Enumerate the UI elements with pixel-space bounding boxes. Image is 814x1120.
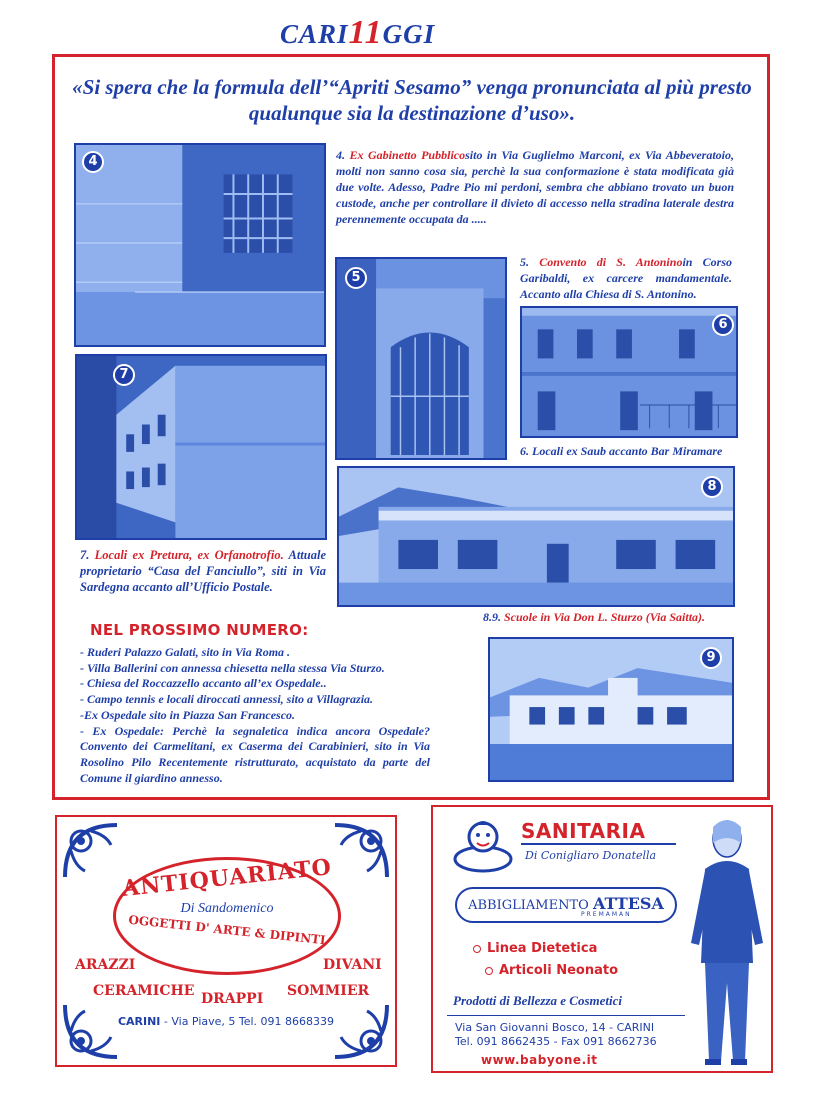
sanitaria-website: www.babyone.it [481, 1053, 598, 1067]
photo-9-image [490, 639, 732, 780]
caption-5 [520, 254, 732, 302]
antiquariato-word: CERAMICHE [93, 983, 195, 999]
sanitaria-title: SANITARIA [521, 819, 646, 843]
ad-sanitaria [431, 805, 773, 1073]
sanitaria-rule [521, 843, 676, 845]
photo-7-badge: 7 [113, 364, 135, 386]
caption-7 [80, 547, 326, 595]
photo-4-image [76, 145, 324, 345]
photo-8-badge: 8 [701, 476, 723, 498]
photo-5-badge: 5 [345, 267, 367, 289]
sanitaria-rule [447, 1015, 685, 1016]
antiquariato-word: DIVANI [323, 957, 382, 973]
photo-4-badge: 4 [82, 151, 104, 173]
antiquariato-word: DRAPPI [201, 991, 264, 1007]
sanitaria-bullet-label: Articoli Neonato [499, 963, 619, 978]
photo-4 [74, 143, 326, 347]
caption-4-text: sito in Via Guglielmo Marconi, ex Via Abbeveratoio, molti non sanno cosa sia, perchè la sua conformazione è stata modificata già due volte. Adesso, Padre Pio mi perdoni, sembra che abbiano trovato un buon custode, anche per controllare il divieto di accesso nella stradina laterale destra perennemente occupata da ..... [336, 148, 735, 226]
caption-7-text: Attuale proprietario “Casa del Fanciullo”, siti in Via Sardegna accanto all’Ufficio Postale. [80, 548, 327, 594]
photo-9-badge: 9 [700, 647, 722, 669]
caption-4-number: 4. [336, 148, 345, 162]
photo-6-image [522, 308, 736, 436]
photo-7-image [77, 356, 325, 538]
bullet-dot-icon [485, 967, 493, 975]
ad-antiquariato [55, 815, 397, 1067]
list-item: - Ruderi Palazzo Galati, sito in Via Roma . [80, 645, 291, 659]
photo-7 [75, 354, 327, 540]
sanitaria-bullet-label: Linea Dietetica [487, 941, 598, 956]
sanitaria-address [455, 1021, 657, 1049]
sanitaria-products: Prodotti di Bellezza e Cosmetici [453, 993, 622, 1008]
bullet-dot-icon [473, 945, 481, 953]
caption-4-title: Ex Gabinetto Pubblico [349, 148, 466, 162]
abbigliamento-brand: ATTESA [592, 894, 664, 913]
photo-6 [520, 306, 738, 438]
photo-8-image [339, 468, 733, 605]
photo-8 [337, 466, 735, 607]
photo-6-badge: 6 [712, 314, 734, 336]
sanitaria-address-line: Via San Giovanni Bosco, 14 - CARINI [455, 1021, 655, 1034]
antiquariato-street: - Via Piave, 5 Tel. 091 8668339 [160, 1015, 335, 1028]
photo-9 [488, 637, 734, 782]
antiquariato-address [57, 1015, 395, 1028]
photo-5 [335, 257, 507, 460]
photo-5-image [337, 259, 505, 458]
antiquariato-subtitle: Di Sandomenico [180, 901, 274, 916]
next-issue-title: NEL PROSSIMO NUMERO: [90, 621, 309, 639]
antiquariato-arc-text: OGGETTI D' ARTE & DIPINTI [127, 912, 327, 948]
caption-89 [483, 609, 735, 625]
caption-89-title: Scuole in Via Don L. Sturzo (Via Saitta). [504, 610, 706, 624]
issue-number: 11 [348, 14, 383, 51]
caption-89-number: 8.9. [483, 610, 501, 624]
antiquariato-city: CARINI [117, 1015, 161, 1028]
abbigliamento-brand-small: PREMAMAN [581, 911, 632, 918]
antiquariato-word: SOMMIER [287, 983, 370, 999]
masthead-right: GGI [382, 19, 436, 49]
next-issue-list [80, 645, 430, 786]
list-item: -Ex Ospedale sito in Piazza San Francesco. [80, 707, 296, 722]
ornament-icon [61, 1001, 121, 1061]
list-item: - Campo tennis e locali diroccati annessi, sito a Villagrazia. [80, 692, 374, 707]
caption-7-number: 7. [80, 548, 90, 562]
antiquariato-title: ANTIQUARIATO [120, 854, 334, 902]
caption-5-text: in Corso Garibaldi, ex carcere mandamentale. Accanto alla Chiesa di S. Antonino. [520, 255, 733, 301]
ornament-icon [331, 1001, 391, 1061]
caption-5-title: Convento di S. Antonino [539, 255, 683, 269]
sanitaria-bullet [473, 941, 597, 956]
list-item: - Chiesa del Roccazzello accanto all’ex Ospedale.. [80, 676, 327, 691]
baby-mascot-icon [451, 815, 515, 875]
caption-4 [336, 147, 734, 227]
masthead-left: CARI [280, 19, 349, 49]
woman-figure-image [683, 813, 769, 1069]
caption-7-title: Locali ex Pretura, ex Orfanotrofio. [94, 548, 284, 562]
headline-quote: «Si spera che la formula dell’“Apriti Sesamo” venga pronunciata al più presto qualunque sia la destinazione d’uso». [72, 75, 752, 125]
sanitaria-bullet [485, 963, 618, 978]
ornament-icon [61, 821, 121, 881]
abbigliamento-label: ABBIGLIAMENTO [468, 898, 589, 913]
list-item: - Villa Ballerini con annessa chiesetta nella stessa Via Sturzo. [80, 660, 385, 675]
abbigliamento-badge [455, 887, 677, 923]
sanitaria-phone-line: Tel. 091 8662435 - Fax 091 8662736 [455, 1035, 657, 1048]
antiquariato-word: ARAZZI [75, 957, 136, 973]
caption-6: 6. Locali ex Saub accanto Bar Miramare [520, 444, 723, 458]
caption-5-number: 5. [520, 255, 529, 269]
masthead [280, 14, 530, 54]
list-item: - Ex Ospedale: Perchè la segnaletica indica ancora Ospedale? Convento dei Carmelitani, ex Caserma dei Carabinieri, sito in Via Rosolino Pilo Recentemente ristrutturato, acquistato da parte del Comune il giardino annesso. [80, 723, 430, 785]
sanitaria-subtitle: Di Conigliaro Donatella [525, 849, 657, 862]
